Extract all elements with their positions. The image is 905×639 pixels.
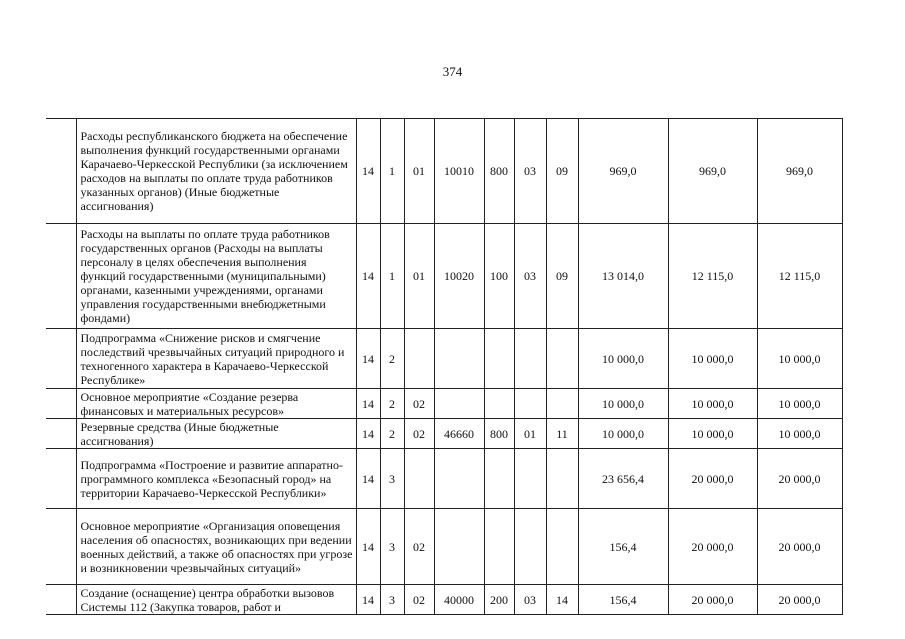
cell-c1: 14 — [356, 509, 380, 585]
cell-value-2: 969,0 — [668, 119, 757, 224]
cell-c1: 14 — [356, 224, 380, 329]
row-name: Расходы на выплаты по оплате труда работников государственных органов (Расходы на выплаты персоналу в целях обеспечения выполнения функций государственными (муниципальными) органами, казенными учреждениями, органами управления государственными внебюджетными фондами) — [76, 224, 356, 329]
row-name: Подпрограмма «Построение и развитие аппаратно-программного комплекса «Безопасный город» на территории Карачаево-Черкесской Республики» — [76, 449, 356, 509]
cell-c7: 09 — [546, 119, 578, 224]
cell-value-1: 13 014,0 — [578, 224, 668, 329]
cell-c7: 11 — [546, 419, 578, 449]
cell-c2: 1 — [380, 119, 404, 224]
cell-c4 — [434, 389, 484, 419]
cell-c3: 01 — [404, 224, 434, 329]
cell-c2: 2 — [380, 419, 404, 449]
cell-c2: 2 — [380, 389, 404, 419]
cell-value-2: 10 000,0 — [668, 329, 757, 389]
cell-c7 — [546, 509, 578, 585]
cell-value-3: 969,0 — [757, 119, 842, 224]
cell-c4 — [434, 509, 484, 585]
cell-c2: 3 — [380, 585, 404, 615]
cell-c1: 14 — [356, 419, 380, 449]
cell-value-1: 156,4 — [578, 585, 668, 615]
cell-c4: 40000 — [434, 585, 484, 615]
cell-value-1: 10 000,0 — [578, 389, 668, 419]
row-name: Резервные средства (Иные бюджетные ассигнования) — [76, 419, 356, 449]
cell-value-2: 10 000,0 — [668, 419, 757, 449]
cell-c4 — [434, 329, 484, 389]
cell-c5 — [484, 449, 514, 509]
table-row — [46, 585, 842, 615]
cell-value-3: 20 000,0 — [757, 509, 842, 585]
cell-value-3: 10 000,0 — [757, 329, 842, 389]
cell-c7 — [546, 449, 578, 509]
cell-c3: 02 — [404, 389, 434, 419]
cell-c2: 3 — [380, 509, 404, 585]
cell-value-1: 10 000,0 — [578, 419, 668, 449]
cell-value-2: 20 000,0 — [668, 509, 757, 585]
row-name: Расходы республиканского бюджета на обеспечение выполнения функций государственными органами Карачаево-Черкесской Республики (за исключением расходов на выплаты по оплате труда работников указанных органов) (Иные бюджетные ассигнования) — [76, 119, 356, 224]
cell-value-1: 156,4 — [578, 509, 668, 585]
cell-c1: 14 — [356, 449, 380, 509]
cell-value-2: 12 115,0 — [668, 224, 757, 329]
cell-value-3: 20 000,0 — [757, 449, 842, 509]
cell-value-1: 969,0 — [578, 119, 668, 224]
cell-c2: 3 — [380, 449, 404, 509]
cell-c7: 09 — [546, 224, 578, 329]
cell-c5: 100 — [484, 224, 514, 329]
cell-value-3: 10 000,0 — [757, 419, 842, 449]
cell-c7 — [546, 389, 578, 419]
cell-c7: 14 — [546, 585, 578, 615]
table-row — [46, 119, 842, 224]
cell-value-1: 23 656,4 — [578, 449, 668, 509]
cell-c2: 2 — [380, 329, 404, 389]
cell-c5: 800 — [484, 119, 514, 224]
cell-c5: 800 — [484, 419, 514, 449]
cell-c2: 1 — [380, 224, 404, 329]
cell-c1: 14 — [356, 585, 380, 615]
cell-c5 — [484, 509, 514, 585]
cell-c5 — [484, 329, 514, 389]
cell-c6: 03 — [514, 585, 546, 615]
cell-c6 — [514, 389, 546, 419]
row-name: Основное мероприятие «Создание резерва финансовых и материальных ресурсов» — [76, 389, 356, 419]
cell-value-2: 20 000,0 — [668, 585, 757, 615]
cell-c4 — [434, 449, 484, 509]
cell-c3: 02 — [404, 509, 434, 585]
cell-c4: 10010 — [434, 119, 484, 224]
table-row — [46, 329, 842, 389]
table-row — [46, 419, 842, 449]
cell-c5: 200 — [484, 585, 514, 615]
cell-c1: 14 — [356, 119, 380, 224]
table-row — [46, 449, 842, 509]
cell-c3: 02 — [404, 585, 434, 615]
cell-value-1: 10 000,0 — [578, 329, 668, 389]
cell-value-3: 12 115,0 — [757, 224, 842, 329]
cell-c7 — [546, 329, 578, 389]
cell-c3 — [404, 449, 434, 509]
table-row — [46, 224, 842, 329]
cell-value-2: 20 000,0 — [668, 449, 757, 509]
cell-c6 — [514, 509, 546, 585]
cell-c3: 01 — [404, 119, 434, 224]
cell-c5 — [484, 389, 514, 419]
cell-c6: 03 — [514, 119, 546, 224]
row-name: Подпрограмма «Снижение рисков и смягчение последствий чрезвычайных ситуаций природного и техногенного характера в Карачаево-Черкесской Республике» — [76, 329, 356, 389]
table-row — [46, 509, 842, 585]
table-row — [46, 389, 842, 419]
cell-c6 — [514, 329, 546, 389]
row-name: Создание (оснащение) центра обработки вызовов Системы 112 (Закупка товаров, работ и — [76, 585, 356, 615]
cell-c6 — [514, 449, 546, 509]
cell-c1: 14 — [356, 329, 380, 389]
cell-c4: 10020 — [434, 224, 484, 329]
cell-c3: 02 — [404, 419, 434, 449]
cell-value-2: 10 000,0 — [668, 389, 757, 419]
cell-value-3: 20 000,0 — [757, 585, 842, 615]
cell-c3 — [404, 329, 434, 389]
budget-table — [46, 118, 843, 615]
cell-c6: 01 — [514, 419, 546, 449]
cell-c6: 03 — [514, 224, 546, 329]
cell-c4: 46660 — [434, 419, 484, 449]
page-number: 374 — [442, 64, 463, 79]
cell-c1: 14 — [356, 389, 380, 419]
cell-value-3: 10 000,0 — [757, 389, 842, 419]
row-name: Основное мероприятие «Организация оповещения населения об опасностях, возникающих при ведении военных действий, а также об опасностях при угрозе и возникновении чрезвычайных ситуаций» — [76, 509, 356, 585]
